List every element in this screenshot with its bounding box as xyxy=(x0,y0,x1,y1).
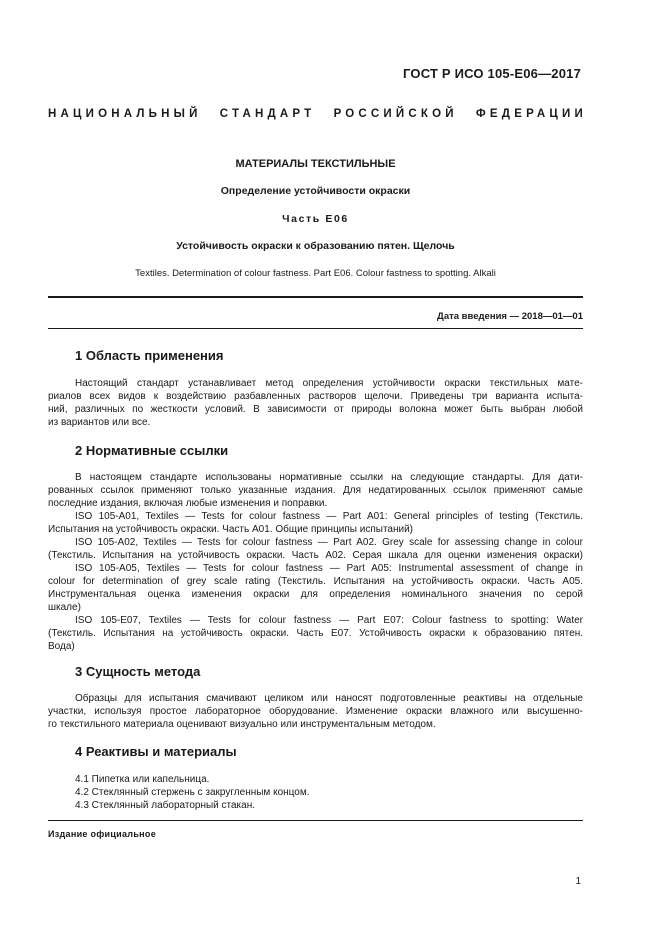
text-line: шкале) xyxy=(48,602,81,613)
banner-word: СТАНДАРТ xyxy=(219,108,316,120)
reference-iso-105-e07: ISO 105-E07, Textiles — Tests for colour fastness — Part E07: Colour fastness to spotting: Water xyxy=(75,615,583,626)
banner-word: РОССИЙСКОЙ xyxy=(333,108,458,120)
text-line: риалов всех видов к воздействию разбавленных растворов щелочи. Приведены три варианта испыта- xyxy=(48,391,583,402)
section-heading-3: 3 Сущность метода xyxy=(75,664,201,679)
banner-word: ФЕДЕРАЦИИ xyxy=(475,108,587,120)
text-line: Инструментальная оценка изменения окраски для определения номинального значения по серой xyxy=(48,589,583,600)
reference-iso-105-a02: ISO 105-A02, Textiles — Tests for colour fastness — Part A02. Grey scale for assessing change in colour xyxy=(75,537,583,548)
official-edition-label: Издание официальное xyxy=(48,829,157,839)
title-english: Textiles. Determination of colour fastness. Part E06. Colour fastness to spotting. Alkali xyxy=(135,268,496,279)
reference-iso-105-a01: ISO 105-A01, Textiles — Tests for colour fastness — Part A01: General principles of testing (Текстиль. xyxy=(75,511,583,522)
text-line: участки, используя простое лабораторное оборудование. Изменение окраски влажного или высушенно- xyxy=(48,706,583,717)
list-item: 4.1 Пипетка или капельница. xyxy=(75,774,210,785)
page-number: 1 xyxy=(575,876,581,887)
section-heading-2: 2 Нормативные ссылки xyxy=(75,443,229,458)
title-part: Часть E06 xyxy=(282,213,349,225)
list-item: 4.2 Стеклянный стержень с закругленным концом. xyxy=(75,787,310,798)
section-heading-1: 1 Область применения xyxy=(75,348,224,363)
section-3-paragraph xyxy=(48,692,583,731)
text-line: последние издания, включая любые изменения и поправки. xyxy=(48,498,328,509)
text-line: рованных ссылок применяют только указанные издания. Для недатированных ссылок применяют самые xyxy=(48,485,583,496)
national-standard-banner xyxy=(48,108,587,120)
text-line: ний, различных по жесткости условий. В зависимости от природы волокна может быть выбран любой xyxy=(48,404,583,415)
text-line: colour for determination of grey scale rating (Текстиль. Испытания на устойчивость окраски. Часть A05. xyxy=(48,576,583,587)
introduction-date: Дата введения — 2018—01—01 xyxy=(437,311,583,322)
text-line: В настоящем стандарте использованы нормативные ссылки на следующие стандарты. Для дати- xyxy=(75,472,583,483)
title-main: МАТЕРИАЛЫ ТЕКСТИЛЬНЫЕ xyxy=(235,158,396,170)
document-number: ГОСТ Р ИСО 105-E06—2017 xyxy=(402,66,581,81)
text-line: (Текстиль. Испытания на устойчивость окраски. Часть A02. Серая шкала для оценки изменения окраски) xyxy=(48,550,583,561)
reference-iso-105-a05: ISO 105-A05, Textiles — Tests for colour fastness — Part A05: Instrumental assessment of change in xyxy=(75,563,583,574)
text-line: Испытания на устойчивость окраски. Часть A01. Общие принципы испытаний) xyxy=(48,524,414,535)
title-sub: Определение устойчивости окраски xyxy=(220,185,411,197)
date-divider xyxy=(48,328,583,329)
text-line: Настоящий стандарт устанавливает метод определения устойчивости окраски текстильных мате- xyxy=(75,378,583,389)
text-line: из вариантов или все. xyxy=(48,417,151,428)
section-heading-4: 4 Реактивы и материалы xyxy=(75,744,237,759)
list-item: 4.3 Стеклянный лабораторный стакан. xyxy=(75,800,256,811)
text-line: Образцы для испытания смачивают целиком или наносят подготовленные реактивы на отдельные xyxy=(75,693,583,704)
banner-word: НАЦИОНАЛЬНЫЙ xyxy=(48,108,202,120)
title-topic: Устойчивость окраски к образованию пятен. Щелочь xyxy=(176,240,455,252)
section-2-paragraph xyxy=(48,471,583,653)
text-line: Вода) xyxy=(48,641,75,652)
text-line: (Текстиль. Испытания на устойчивость окраски. Часть E07. Устойчивость окраски к образованию пятен. xyxy=(48,628,583,639)
footer-divider xyxy=(48,820,583,821)
text-line: го текстильного материала оценивают визуально или инструментальным методом. xyxy=(48,719,436,730)
title-divider xyxy=(48,296,583,298)
section-1-paragraph xyxy=(48,377,583,429)
